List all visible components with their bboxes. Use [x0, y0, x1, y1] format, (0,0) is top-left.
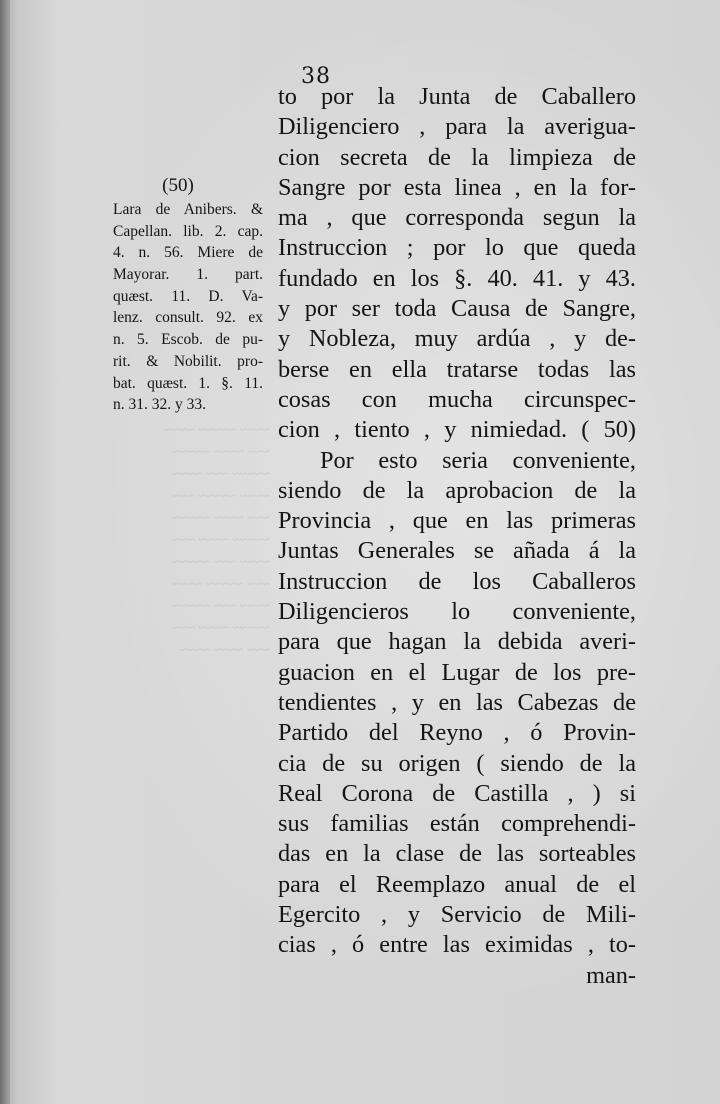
text-line: Provincia , que en las primeras [278, 507, 636, 535]
marginal-note-line: 4. n. 56. Miere de [113, 244, 263, 262]
text-line: Sangre por esta linea , en la for- [278, 173, 636, 201]
text-line: siendo de la aprobacion de la [278, 476, 636, 504]
text-line: guacion en el Lugar de los pre- [278, 658, 636, 686]
text-line: to por la Junta de Caballero [278, 83, 636, 110]
text-line-paragraph-start: Por esto seria conveniente, [320, 446, 636, 474]
text-line: Partido del Reyno , ó Provin- [278, 719, 636, 747]
text-line: para que hagan la debida averi- [278, 628, 636, 656]
text-line: Diligenciero , para la averigua- [278, 113, 636, 141]
page-number: 38 [301, 64, 331, 89]
text-line: cion , tiento , y nimiedad. ( 50) [278, 416, 636, 444]
text-line: Juntas Generales se añada á la [278, 537, 636, 565]
text-line: Instruccion ; por lo que queda [278, 234, 636, 262]
text-line: Instruccion de los Caballeros [278, 567, 636, 595]
marginal-note-line: rit. & Nobilit. pro- [113, 352, 263, 370]
text-line: cion secreta de la limpieza de [278, 143, 636, 171]
text-line: fundado en los §. 40. 41. y 43. [278, 264, 636, 292]
text-line: y Nobleza, muy ardúa , y de- [278, 325, 636, 353]
marginal-note-line: n. 5. Escob. de pu- [113, 331, 263, 349]
catchword: man- [586, 961, 636, 989]
marginal-note-number: (50) [162, 175, 194, 196]
marginal-note [113, 173, 263, 416]
marginal-note-line: lenz. consult. 92. ex [113, 309, 263, 327]
text-line: Diligencieros lo conveniente, [278, 598, 636, 626]
main-text-column [278, 82, 636, 991]
text-line: Real Corona de Castilla , ) si [278, 779, 636, 807]
text-line: para el Reemplazo anual de el [278, 870, 636, 898]
marginal-note-line: Mayorar. 1. part. [113, 266, 263, 284]
text-line: berse en ella tratarse todas las [278, 355, 636, 383]
text-line: cosas con mucha circunspec- [278, 385, 636, 413]
text-line: sus familias están comprehendi- [278, 810, 636, 838]
marginal-note-lines [113, 199, 263, 416]
page-gutter-shadow [0, 0, 10, 1104]
marginal-note-line: bat. quæst. 1. §. 11. [113, 374, 263, 392]
text-line: y por ser toda Causa de Sangre, [278, 295, 636, 323]
text-line: ma , que corresponda segun la [278, 204, 636, 232]
text-line: tendientes , y en las Cabezas de [278, 688, 636, 716]
text-line: cias , ó entre las eximidas , to- [278, 931, 636, 959]
marginal-note-line: Lara de Anibers. & [113, 201, 263, 218]
text-line: cia de su origen ( siendo de la [278, 749, 636, 777]
text-line: das en la clase de las sorteables [278, 840, 636, 868]
text-line: Egercito , y Servicio de Mili- [278, 901, 636, 929]
marginal-note-line: Capellan. lib. 2. cap. [113, 222, 263, 240]
marginal-note-line: n. 31. 32. y 33. [113, 396, 206, 414]
show-through-bleed: ~~~~ ~~~~~ ~~~~ ~~~ ~~~~ ~~~~~ ~~~~~ ~~~ ~~~~ ~~~~ ~~~~~ ~~~ ~~~ ~~~~ ~~~~~ ~~~~~ ~~~~ ~~~ ~~~~ ~~~ ~~~~~ ~~~ ~~~~~ ~~~~ ~~~~ ~~~ ~~~~~ ~~~~~ ~~~~ ~~~ ~~~ ~~~~ ~~~~ [164, 423, 270, 658]
marginal-note-line: quæst. 11. D. Va- [113, 287, 263, 305]
